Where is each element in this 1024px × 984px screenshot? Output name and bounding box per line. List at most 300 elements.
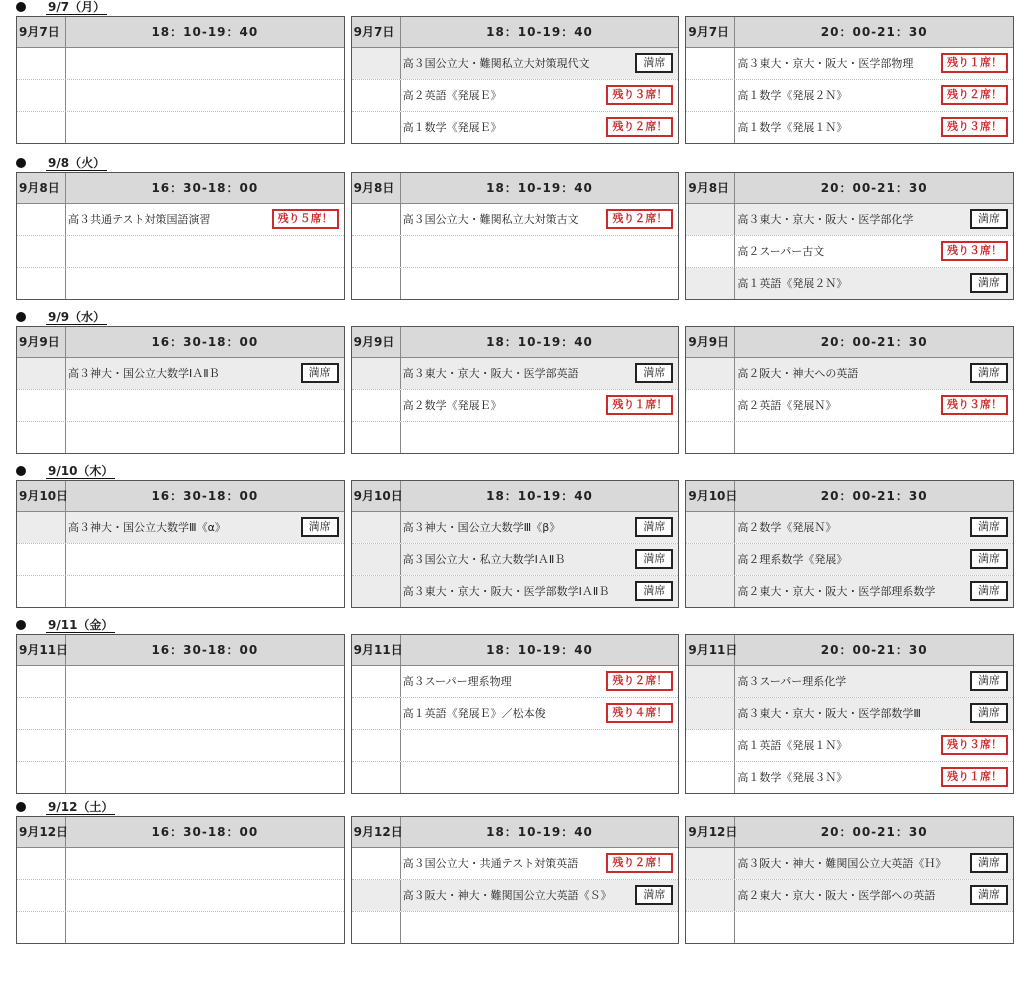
date-cell: 9月10日 [352,481,401,511]
course-cell [401,512,679,543]
course-cell [401,204,679,235]
course-row [686,512,1013,544]
course-row [686,204,1013,236]
row-gutter [352,512,401,543]
course-name: 高３神大・国公立大数学Ⅲ《β》 [402,521,561,534]
row-gutter [686,422,735,453]
time-cell: 18：10-19：40 [486,181,593,195]
table-header [17,173,344,204]
date-cell: 9月10日 [17,481,66,511]
course-row [686,880,1013,912]
schedule-table [351,816,680,944]
row-gutter [17,848,66,879]
row-gutter [352,848,401,879]
course-row [352,80,679,112]
course-name: 高１英語《発展１Ｎ》 [737,739,848,752]
row-gutter [352,762,401,793]
course-row [352,848,679,880]
table-header [352,635,679,666]
day-heading [16,156,1014,172]
course-cell [735,762,1013,793]
row-gutter [17,204,66,235]
course-name: 高３東大・京大・阪大・医学部英語 [402,367,579,380]
schedule-table [351,480,680,608]
course-row [686,848,1013,880]
row-gutter [352,268,401,299]
table-header [686,173,1013,204]
day-heading [16,464,1014,480]
row-gutter [17,666,66,697]
bullet-icon [16,158,26,168]
day-section [16,464,1014,608]
course-row [686,730,1013,762]
course-cell [401,666,679,697]
seats-left-badge: 残り３席！ [941,117,1008,137]
schedule-table [16,172,345,300]
table-header [352,17,679,48]
empty-row [17,112,344,143]
timeslot-tables [16,172,1014,300]
course-row [686,666,1013,698]
date-cell: 9月8日 [17,173,66,203]
table-header [686,481,1013,512]
row-gutter [352,422,401,453]
schedule-table [16,326,345,454]
table-header [352,817,679,848]
course-cell [401,268,679,299]
seats-left-badge: 残り３席！ [941,241,1008,261]
time-cell: 16：30-18：00 [151,181,259,195]
bullet-icon [16,2,26,12]
seats-left-badge: 残り４席！ [606,703,673,723]
course-cell [735,268,1013,299]
course-cell [735,666,1013,697]
course-cell [66,912,344,943]
course-row [686,576,1013,607]
full-badge: 満席 [970,885,1008,905]
course-row [686,112,1013,143]
time-cell: 20：00-21：30 [820,25,928,39]
course-row [352,880,679,912]
full-badge: 満席 [635,53,673,73]
schedule-table [351,16,680,144]
schedule-table [16,816,345,944]
empty-row [686,422,1013,453]
time-cell: 16：30-18：00 [151,825,259,839]
course-name: 高２数学《発展Ｅ》 [402,399,502,412]
row-gutter [17,698,66,729]
schedule-table [351,172,680,300]
course-cell [66,848,344,879]
course-row [352,512,679,544]
schedule-table [685,480,1014,608]
course-name: 高３神大・国公立大数学Ⅲ《α》 [68,521,226,534]
course-name: 高３阪大・神大・難関国公立大英語《Ｓ》 [402,889,612,902]
seats-left-badge: 残り２席！ [606,671,673,691]
course-cell [66,236,344,267]
course-cell [735,848,1013,879]
empty-row [352,912,679,943]
row-gutter [686,390,735,421]
row-gutter [352,390,401,421]
course-name: 高３東大・京大・阪大・医学部数学ⅠＡⅡＢ [402,585,610,598]
course-cell [66,544,344,575]
course-cell [66,422,344,453]
row-gutter [686,880,735,911]
row-gutter [352,48,401,79]
course-name: 高１英語《発展Ｅ》／松本俊 [402,707,546,720]
course-cell [401,576,679,607]
course-name: 高１数学《発展３Ｎ》 [737,771,848,784]
seats-left-badge: 残り３席！ [941,395,1008,415]
row-gutter [17,912,66,943]
empty-row [17,698,344,730]
date-cell: 9月9日 [686,327,735,357]
full-badge: 満席 [635,363,673,383]
course-cell [66,204,344,235]
row-gutter [686,204,735,235]
course-cell [401,422,679,453]
course-cell [401,880,679,911]
row-gutter [17,422,66,453]
full-badge: 満席 [970,517,1008,537]
schedule-table [351,634,680,794]
course-name: 高２数学《発展Ｎ》 [737,521,837,534]
course-cell [401,112,679,143]
date-cell: 9月12日 [352,817,401,847]
row-gutter [352,912,401,943]
course-cell [735,576,1013,607]
timeslot-tables [16,16,1014,144]
row-gutter [352,112,401,143]
course-row [352,544,679,576]
time-cell: 18：10-19：40 [486,335,593,349]
full-badge: 満席 [970,581,1008,601]
course-cell [66,762,344,793]
row-gutter [17,48,66,79]
date-cell: 9月11日 [686,635,735,665]
course-name: 高３阪大・神大・難関国公立大英語《Ｈ》 [737,857,947,870]
day-section [16,618,1014,794]
empty-row [17,912,344,943]
day-label: 9/11（金） [48,618,114,632]
course-row [352,698,679,730]
empty-row [17,544,344,576]
time-cell: 18：10-19：40 [486,643,593,657]
date-cell: 9月8日 [352,173,401,203]
timeslot-tables [16,480,1014,608]
row-gutter [352,236,401,267]
row-gutter [352,80,401,111]
course-name: 高２理系数学《発展》 [737,553,848,566]
schedule-table [16,16,345,144]
empty-row [352,268,679,299]
course-name: 高２英語《発展Ｎ》 [737,399,837,412]
row-gutter [352,698,401,729]
date-cell: 9月10日 [686,481,735,511]
day-heading [16,800,1014,816]
course-cell [735,236,1013,267]
full-badge: 満席 [635,581,673,601]
full-badge: 満席 [970,671,1008,691]
row-gutter [686,848,735,879]
empty-row [17,268,344,299]
day-heading [16,0,1014,16]
empty-row [17,880,344,912]
bullet-icon [16,312,26,322]
row-gutter [686,48,735,79]
full-badge: 満席 [635,885,673,905]
course-cell [66,80,344,111]
course-row [686,698,1013,730]
full-badge: 満席 [635,517,673,537]
empty-row [17,762,344,793]
full-badge: 満席 [635,549,673,569]
course-row [686,358,1013,390]
empty-row [17,730,344,762]
course-name: 高２阪大・神大への英語 [737,367,859,380]
empty-row [686,912,1013,943]
timeslot-tables [16,326,1014,454]
timeslot-tables [16,816,1014,944]
seats-left-badge: 残り２席！ [941,85,1008,105]
day-label: 9/10（木） [48,464,114,478]
row-gutter [17,236,66,267]
schedule-table [685,172,1014,300]
row-gutter [686,236,735,267]
course-name: 高３スーパー理系物理 [402,675,512,688]
empty-row [352,762,679,793]
bullet-icon [16,620,26,630]
timeslot-tables [16,634,1014,794]
course-cell [735,912,1013,943]
course-row [686,390,1013,422]
course-row [686,268,1013,299]
course-name: 高２東大・京大・阪大・医学部への英語 [737,889,936,902]
table-header [352,481,679,512]
row-gutter [686,358,735,389]
course-cell [401,730,679,761]
course-cell [735,880,1013,911]
row-gutter [686,666,735,697]
seats-left-badge: 残り１席！ [606,395,673,415]
course-name: 高３国公立大・共通テスト対策英語 [402,857,579,870]
course-cell [735,112,1013,143]
time-cell: 20：00-21：30 [820,181,928,195]
empty-row [17,666,344,698]
course-name: 高３国公立大・難関私立大対策現代文 [402,57,590,70]
row-gutter [17,576,66,607]
table-header [686,817,1013,848]
table-header [352,327,679,358]
row-gutter [686,80,735,111]
course-cell [735,698,1013,729]
full-badge: 満席 [970,209,1008,229]
course-row [17,512,344,544]
schedule-table [16,480,345,608]
row-gutter [17,512,66,543]
date-cell: 9月12日 [686,817,735,847]
course-name: 高２スーパー古文 [737,245,825,258]
course-cell [735,512,1013,543]
course-cell [66,698,344,729]
empty-row [17,48,344,80]
time-cell: 18：10-19：40 [486,489,593,503]
row-gutter [17,390,66,421]
day-label: 9/8（火） [48,156,106,170]
course-name: 高２東大・京大・阪大・医学部理系数学 [737,585,936,598]
time-cell: 16：30-18：00 [151,489,259,503]
day-section [16,0,1014,144]
time-cell: 18：10-19：40 [151,25,259,39]
empty-row [17,422,344,453]
course-cell [66,730,344,761]
table-header [686,327,1013,358]
full-badge: 満席 [301,517,339,537]
full-badge: 満席 [970,363,1008,383]
course-name: 高３国公立大・私立大数学ⅠＡⅡＢ [402,553,566,566]
row-gutter [17,730,66,761]
course-name: 高１英語《発展２Ｎ》 [737,277,848,290]
seats-left-badge: 残り１席！ [941,767,1008,787]
seats-left-badge: 残り３席！ [941,735,1008,755]
full-badge: 満席 [970,549,1008,569]
course-cell [401,698,679,729]
day-label: 9/12（土） [48,800,114,814]
course-cell [66,358,344,389]
course-row [352,390,679,422]
course-row [352,666,679,698]
empty-row [17,848,344,880]
time-cell: 20：00-21：30 [820,825,928,839]
time-cell: 16：30-18：00 [151,643,259,657]
row-gutter [352,576,401,607]
course-row [686,236,1013,268]
row-gutter [686,698,735,729]
table-header [17,635,344,666]
schedule-table [685,634,1014,794]
course-row [352,48,679,80]
course-name: 高３スーパー理系化学 [737,675,847,688]
course-cell [735,204,1013,235]
row-gutter [686,762,735,793]
course-cell [735,544,1013,575]
course-cell [401,358,679,389]
empty-row [17,236,344,268]
date-cell: 9月7日 [352,17,401,47]
day-label: 9/7（月） [48,0,106,14]
full-badge: 満席 [970,273,1008,293]
row-gutter [686,730,735,761]
row-gutter [17,762,66,793]
seats-left-badge: 残り３席！ [606,85,673,105]
date-cell: 9月7日 [686,17,735,47]
seats-left-badge: 残り５席！ [272,209,339,229]
course-name: 高３国公立大・難関私立大対策古文 [402,213,579,226]
time-cell: 20：00-21：30 [820,489,928,503]
table-header [17,327,344,358]
day-section [16,156,1014,300]
seats-left-badge: 残り２席！ [606,209,673,229]
course-name: 高３東大・京大・阪大・医学部物理 [737,57,914,70]
course-cell [66,880,344,911]
course-cell [66,390,344,421]
full-badge: 満席 [970,853,1008,873]
course-cell [66,576,344,607]
course-row [686,544,1013,576]
date-cell: 9月11日 [17,635,66,665]
full-badge: 満席 [970,703,1008,723]
course-cell [66,666,344,697]
table-header [17,817,344,848]
course-row [17,204,344,236]
row-gutter [352,358,401,389]
empty-row [352,236,679,268]
course-cell [735,730,1013,761]
course-row [686,762,1013,793]
row-gutter [686,912,735,943]
date-cell: 9月12日 [17,817,66,847]
time-cell: 18：10-19：40 [486,25,593,39]
course-cell [401,544,679,575]
date-cell: 9月8日 [686,173,735,203]
course-row [352,358,679,390]
course-row [352,112,679,143]
course-cell [735,358,1013,389]
course-cell [401,80,679,111]
row-gutter [686,112,735,143]
bullet-icon [16,466,26,476]
seats-left-badge: 残り１席！ [941,53,1008,73]
date-cell: 9月9日 [352,327,401,357]
row-gutter [686,544,735,575]
row-gutter [17,358,66,389]
row-gutter [686,268,735,299]
course-name: 高１数学《発展２Ｎ》 [737,89,848,102]
course-name: 高３神大・国公立大数学ⅠＡⅡＢ [68,367,220,380]
date-cell: 9月9日 [17,327,66,357]
schedule-table [685,816,1014,944]
row-gutter [352,666,401,697]
course-cell [66,112,344,143]
table-header [686,17,1013,48]
course-row [352,576,679,607]
table-header [17,17,344,48]
course-name: 高１数学《発展Ｅ》 [402,121,502,134]
empty-row [17,576,344,607]
course-name: 高３東大・京大・阪大・医学部化学 [737,213,914,226]
row-gutter [17,112,66,143]
course-name: 高３東大・京大・阪大・医学部数学Ⅲ [737,707,921,720]
empty-row [352,422,679,453]
course-cell [401,848,679,879]
date-cell: 9月11日 [352,635,401,665]
time-cell: 20：00-21：30 [820,643,928,657]
row-gutter [686,576,735,607]
course-cell [735,80,1013,111]
time-cell: 18：10-19：40 [486,825,593,839]
course-row [17,358,344,390]
schedule-table [351,326,680,454]
course-name: 高３共通テスト対策国語演習 [68,213,211,226]
table-header [352,173,679,204]
seats-left-badge: 残り２席！ [606,117,673,137]
table-header [17,481,344,512]
empty-row [352,730,679,762]
day-label: 9/9（水） [48,310,106,324]
day-section [16,800,1014,944]
schedule-table [685,326,1014,454]
